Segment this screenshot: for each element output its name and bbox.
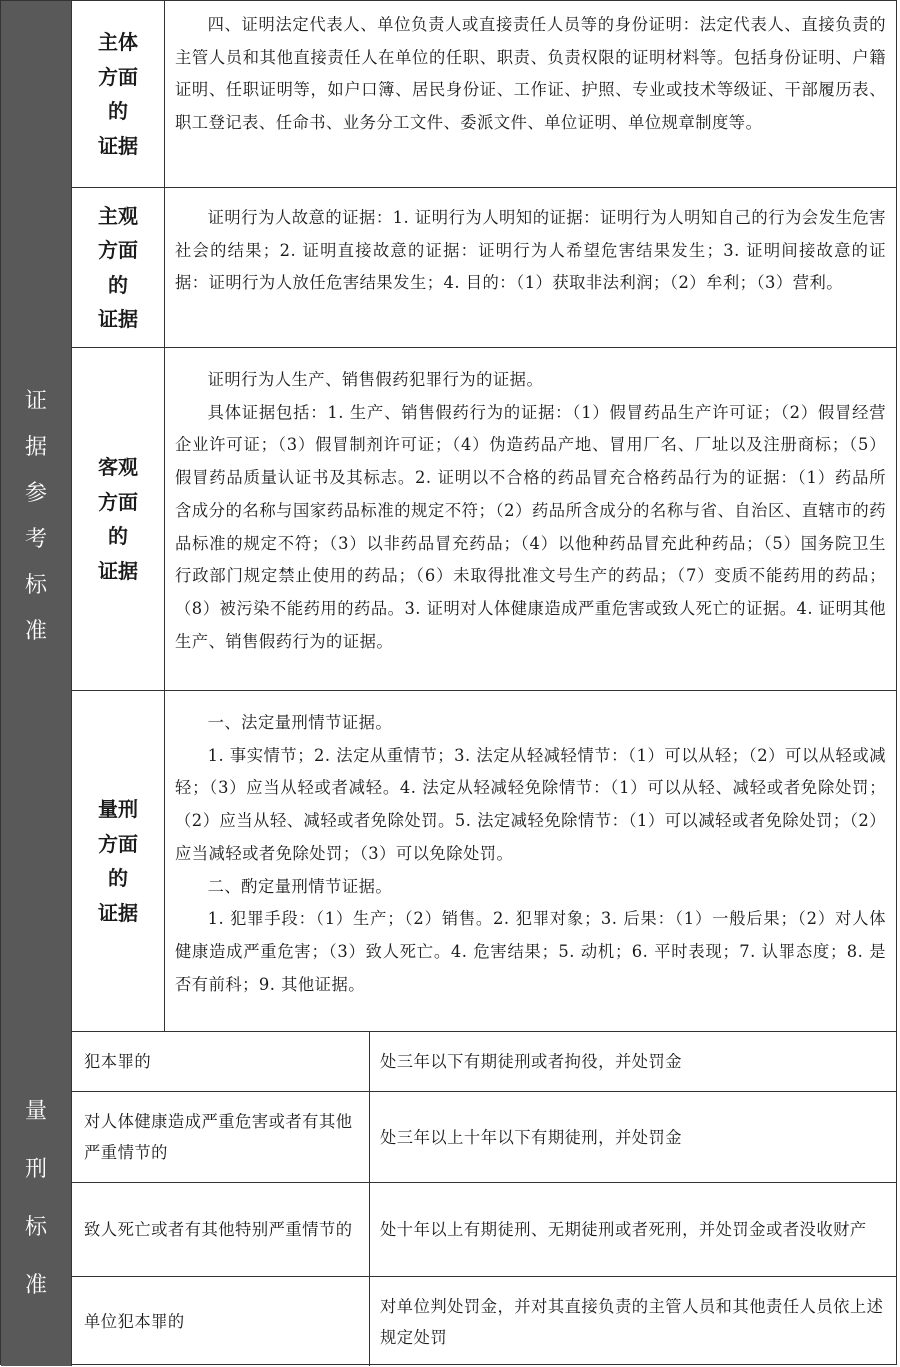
evidence-row-label: [72, 1, 165, 187]
evidence-title-char: 证: [24, 388, 47, 414]
sentencing-standard-title: [25, 1083, 47, 1315]
label-line: 主观: [98, 203, 138, 228]
evidence-row-label: [72, 188, 165, 347]
label-line: 方面: [98, 489, 138, 514]
label-line: 主体: [98, 30, 138, 54]
sentencing-penalty: 处三年以上十年以下有期徒刑，并处罚金: [380, 1127, 683, 1147]
sentencing-title-char: 标: [24, 1215, 47, 1240]
sentencing-title-char: 量: [24, 1099, 47, 1124]
sentencing-penalty: 对单位判处罚金，并对其直接负责的主管人员和其他责任人员依上述规定处罚: [380, 1296, 884, 1347]
sentencing-row: [72, 1183, 896, 1277]
evidence-row-label: [72, 348, 165, 690]
evidence-standard-header: [1, 1, 72, 1032]
evidence-row-objective: [72, 348, 896, 691]
evidence-title-char: 参: [24, 480, 47, 506]
evidence-paragraph: 四、证明法定代表人、单位负责人或直接责任人员等的身份证明：法定代表人、直接负责的主管人员和其他直接责任人在单位的任职、职责、负责权限的证明材料等。包括身份证明、户籍证明、任职证明等，如户口簿、居民身份证、工作证、护照、专业或技术等级证、干部履历表、职工登记表、任命书、业务分工文件、委派文件、单位证明、单位规章制度等。: [175, 15, 886, 133]
evidence-paragraph: 证明行为人生产、销售假药犯罪行为的证据。: [207, 370, 544, 389]
evidence-standard-title: [25, 379, 47, 655]
label-line: 量刑: [98, 797, 138, 821]
sentencing-condition: 单位犯本罪的: [72, 1277, 370, 1366]
evidence-title-char: 标: [24, 572, 47, 598]
evidence-row-sentencing: [72, 691, 896, 1032]
label-line: 方面: [98, 64, 138, 89]
label-line: 的: [108, 272, 128, 297]
label-line: 的: [108, 99, 128, 123]
evidence-row-subjective: [72, 188, 896, 348]
sentencing-standard-header: [1, 1032, 72, 1366]
evidence-paragraph: 一、法定量刑情节证据。: [207, 713, 393, 732]
evidence-row-label: [72, 691, 165, 1031]
sentencing-condition: 对人体健康造成严重危害或者有其他严重情节的: [72, 1092, 370, 1182]
evidence-paragraph: 证明行为人故意的证据：1. 证明行为人明知的证据：证明行为人明知自己的行为会发生危害社会的结果；2. 证明直接故意的证据：证明行为人希望危害结果发生；3. 证明间接故意的证据：证明行为人放任危害结果发生；4. 目的：（1）获取非法利润；（2）牟利；（3）营利。: [175, 208, 886, 293]
evidence-row-content: [165, 1, 896, 187]
label-line: 证据: [98, 900, 138, 925]
sentencing-row: [72, 1092, 896, 1183]
sentencing-row: [72, 1277, 896, 1366]
evidence-title-char: 准: [24, 618, 47, 644]
label-line: 的: [108, 866, 128, 890]
evidence-title-char: 考: [24, 526, 47, 552]
evidence-row-content: [165, 691, 896, 1031]
label-line: 方面: [98, 238, 138, 262]
sentencing-condition: 致人死亡或者有其他特别严重情节的: [72, 1183, 370, 1276]
sentencing-penalty: 处三年以下有期徒刑或者拘役，并处罚金: [380, 1052, 683, 1071]
label-line: 证据: [98, 133, 138, 158]
label-line: 方面: [98, 831, 138, 856]
evidence-row-content: [165, 188, 896, 347]
label-line: 的: [108, 524, 128, 548]
evidence-paragraph: 二、酌定量刑情节证据。: [207, 876, 393, 896]
evidence-paragraph: 1. 事实情节；2. 法定从重情节；3. 法定从轻减轻情节：（1）可以从轻；（2）可以从轻或减轻；（3）应当从轻或者减轻。4. 法定从轻减轻免除情节：（1）可以从轻、减轻或者免除处罚；（2）应当从轻、减轻或者免除处罚。5. 法定减轻免除情节：（1）可以减轻或者免除处罚；（2）应当减轻或者免除处罚；（3）可以免除处罚。: [175, 745, 886, 863]
label-line: 客观: [98, 455, 138, 479]
label-line: 证据: [98, 307, 138, 331]
label-line: 证据: [98, 558, 138, 583]
sentencing-row: [72, 1032, 896, 1092]
evidence-row-subject: [72, 1, 896, 188]
evidence-row-content: [165, 348, 896, 690]
sentencing-condition: 犯本罪的: [72, 1032, 370, 1091]
sentencing-title-char: 准: [24, 1273, 47, 1298]
sentencing-penalty: 处十年以上有期徒刑、无期徒刑或者死刑，并处罚金或者没收财产: [380, 1220, 867, 1239]
evidence-paragraph: 具体证据包括：1. 生产、销售假药行为的证据：（1）假冒药品生产许可证；（2）假冒经营企业许可证；（3）假冒制剂许可证；（4）伪造药品产地、冒用厂名、厂址以及注册商标；（5）假冒药品质量认证书及其标志。2. 证明以不合格的药品冒充合格药品行为的证据：（1）药品所含成分的名称与国家药品标准的规定不符；（2）药品所含成分的名称与省、自治区、直辖市的药品标准的规定不符；（3）以非药品冒充药品；（4）以他种药品冒充此种药品；（5）国务院卫生行政部门规定禁止使用的药品；（6）未取得批准文号生产的药品；（7）变质不能药用的药品；（8）被污染不能药用的药品。3. 证明对人体健康造成严重危害或致人死亡的证据。4. 证明其他生产、销售假药行为的证据。: [175, 402, 886, 651]
evidence-paragraph: 1. 犯罪手段：（1）生产；（2）销售。2. 犯罪对象；3. 后果：（1）一般后果；（2）对人体健康造成严重危害；（3）致人死亡。4. 危害结果；5. 动机；6. 平时表现；7. 认罪态度；8. 是否有前科；9. 其他证据。: [175, 909, 886, 994]
evidence-title-char: 据: [24, 434, 47, 460]
sentencing-title-char: 刑: [24, 1157, 47, 1182]
